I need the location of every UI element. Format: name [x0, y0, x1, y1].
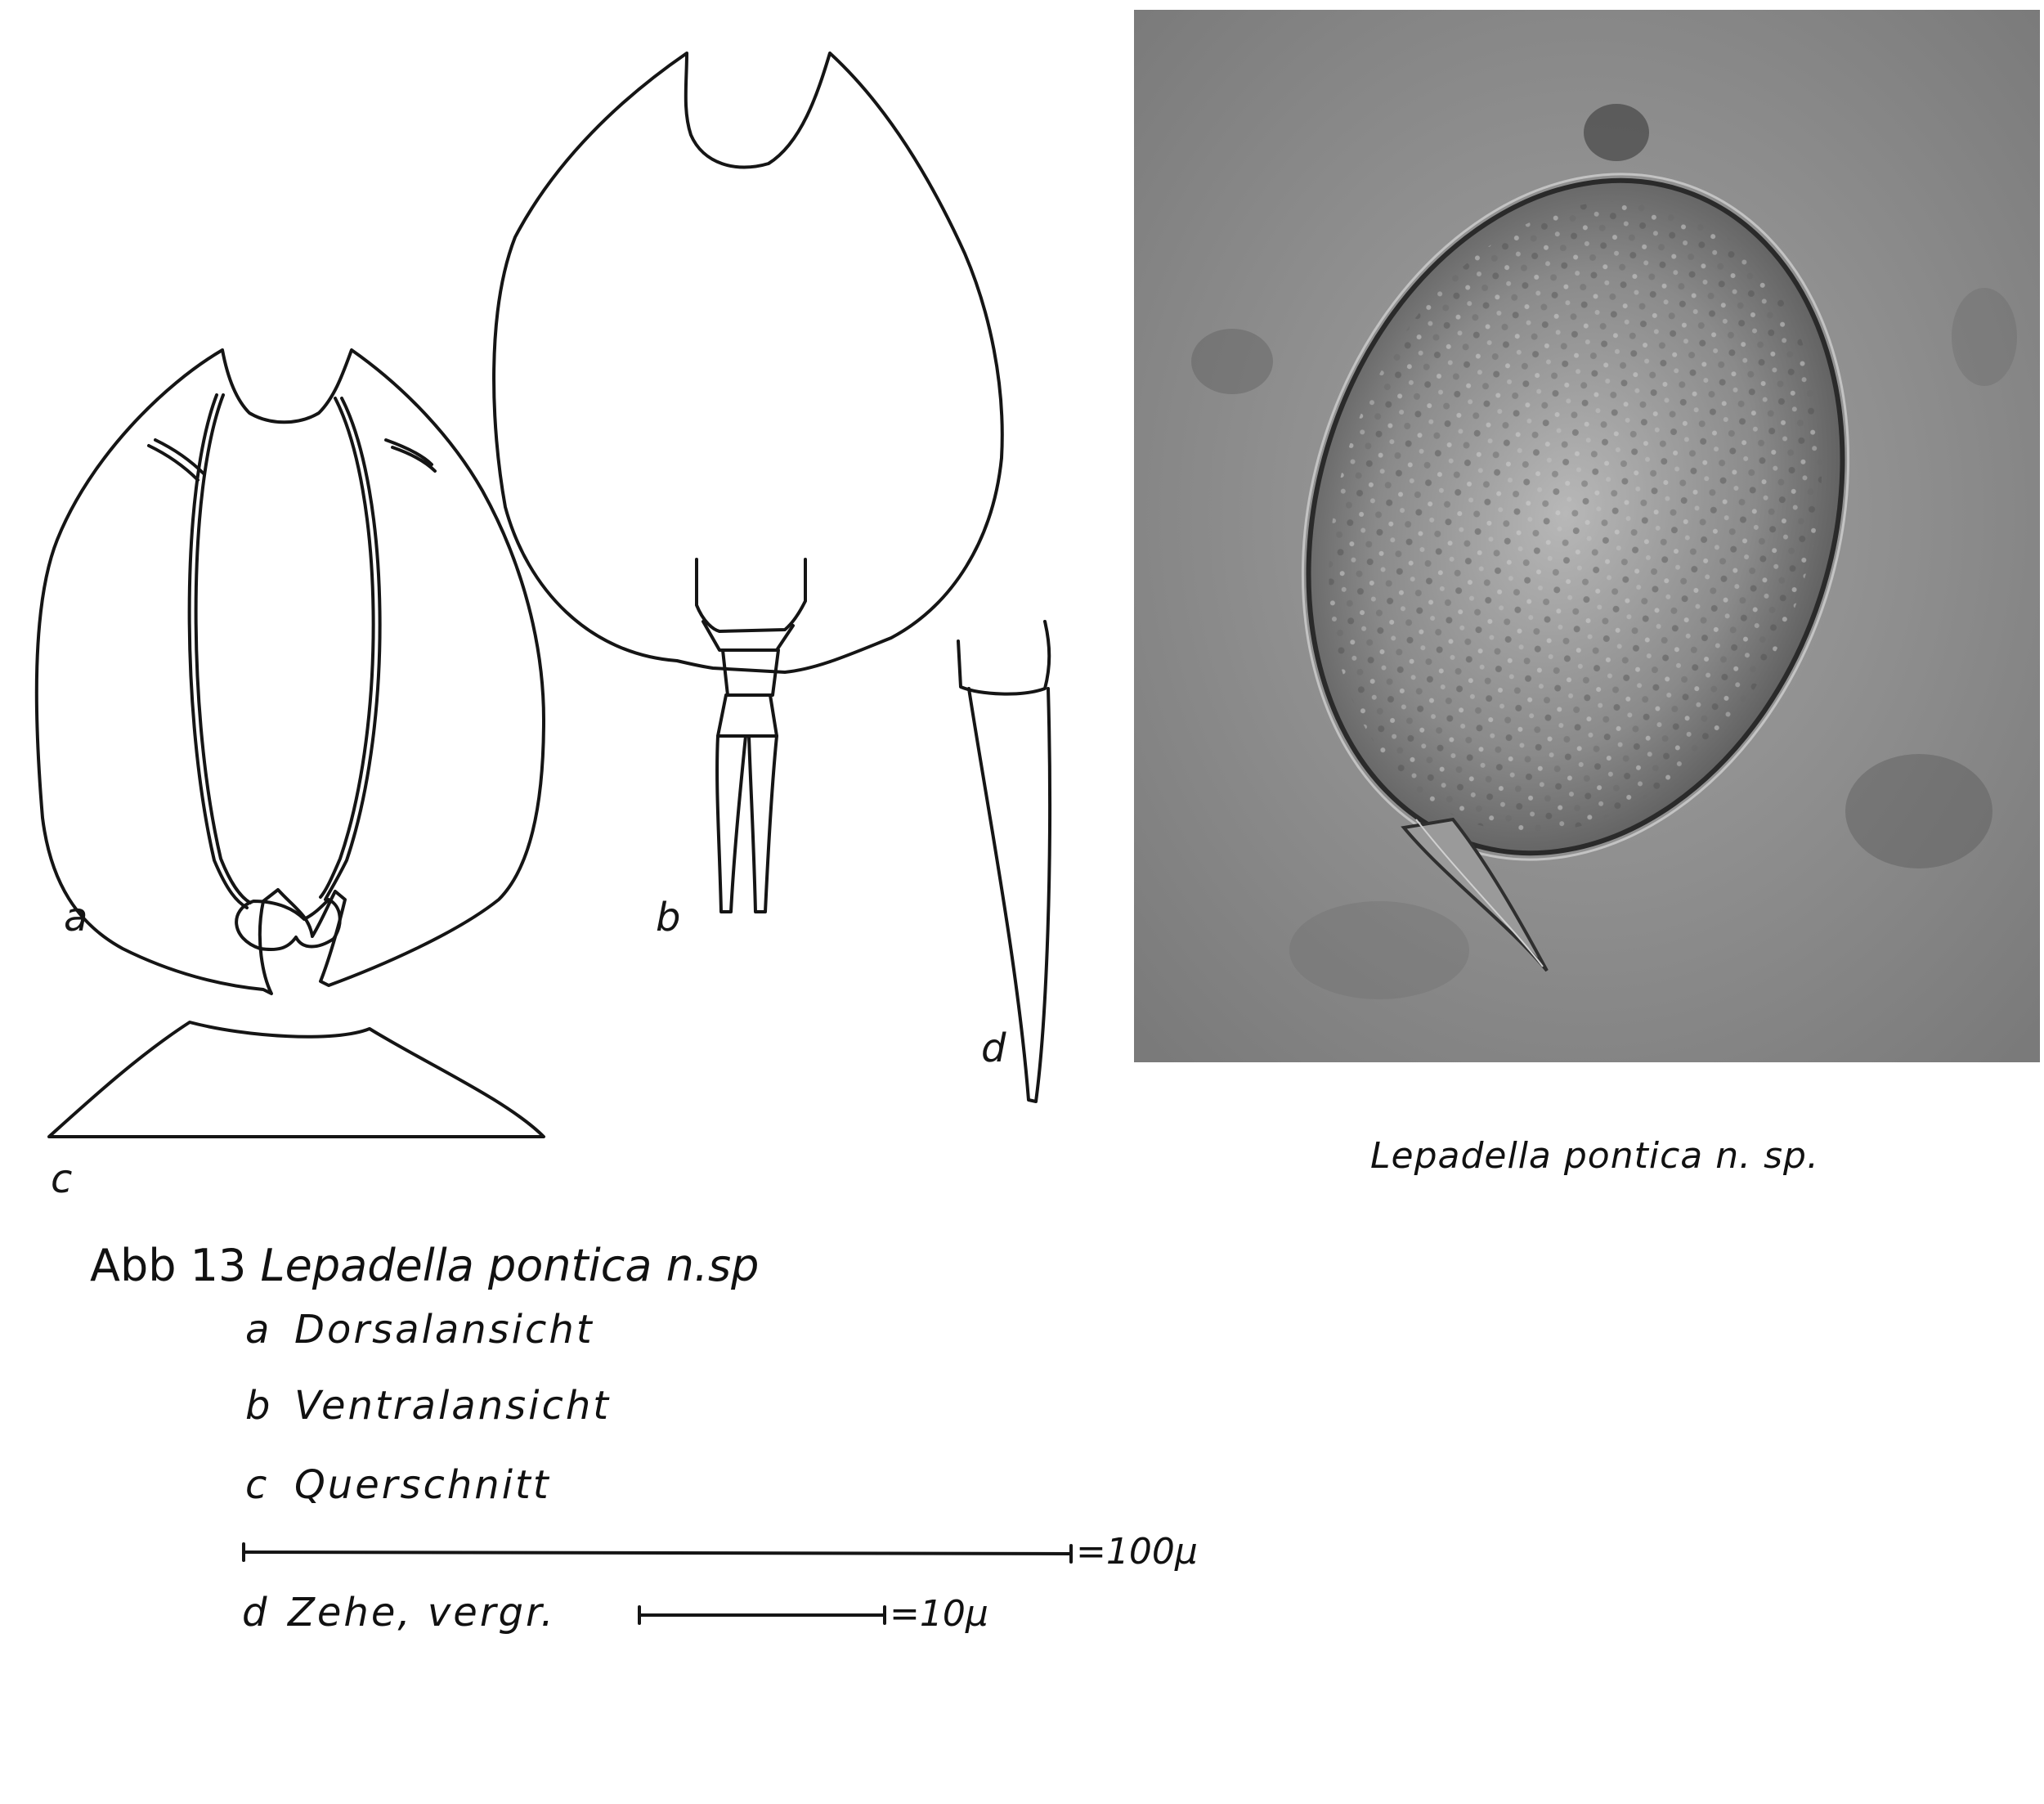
figure-species: Lepadella pontica n.sp [260, 1240, 760, 1291]
photo-caption: Lepadella pontica n. sp. [1370, 1135, 1819, 1177]
ventral-foot-opening [697, 559, 805, 631]
caption-item-toe [242, 1591, 556, 1635]
panel-label-a: a [64, 895, 88, 940]
caption-item-key: b [245, 1383, 273, 1429]
dorsal-right-shoulder-marks [386, 440, 435, 471]
caption-item-text: Ventralansicht [294, 1383, 612, 1429]
ventral-toe-right [749, 736, 777, 912]
cross-section-drawing [49, 1022, 544, 1137]
caption-item-text: Dorsalansicht [294, 1307, 594, 1353]
figure-number: Abb 13 [90, 1240, 247, 1291]
dorsal-view-drawing [37, 350, 544, 994]
caption-item-key: c [245, 1462, 270, 1508]
scale-bar-100 [244, 1544, 1071, 1562]
figure-caption-title [90, 1241, 759, 1290]
micrograph-illustration [1134, 10, 2040, 1062]
caption-item-dorsal [245, 1308, 594, 1352]
dorsal-left-shoulder-marks [149, 440, 204, 480]
panel-label-b: b [656, 895, 681, 940]
caption-item-cross-section [245, 1464, 551, 1507]
ventral-foot-segment-3 [718, 695, 777, 736]
panel-label-d: d [981, 1025, 1006, 1071]
scale-bar-10 [639, 1607, 885, 1623]
toe-base [958, 622, 1049, 694]
scale-label-100: =100µ [1076, 1531, 1198, 1573]
caption-item-key: d [242, 1590, 270, 1636]
caption-item-text: Zehe, vergr. [288, 1590, 556, 1636]
caption-item-key: a [245, 1307, 272, 1353]
panel-label-c: c [51, 1156, 73, 1202]
micrograph-photo [1134, 10, 2040, 1062]
ventral-lorica-outline [494, 53, 1002, 672]
ventral-foot-segment-1 [703, 622, 793, 650]
caption-item-text: Querschnitt [294, 1462, 551, 1508]
dorsal-left-ridge-inner [196, 395, 250, 903]
scale-label-10: =10µ [890, 1593, 988, 1635]
caption-item-ventral [245, 1384, 611, 1428]
ventral-toe-left [717, 736, 746, 912]
dorsal-lorica-outline [37, 350, 544, 994]
dorsal-foot-loops [236, 900, 340, 949]
ventral-view-drawing [494, 53, 1002, 912]
